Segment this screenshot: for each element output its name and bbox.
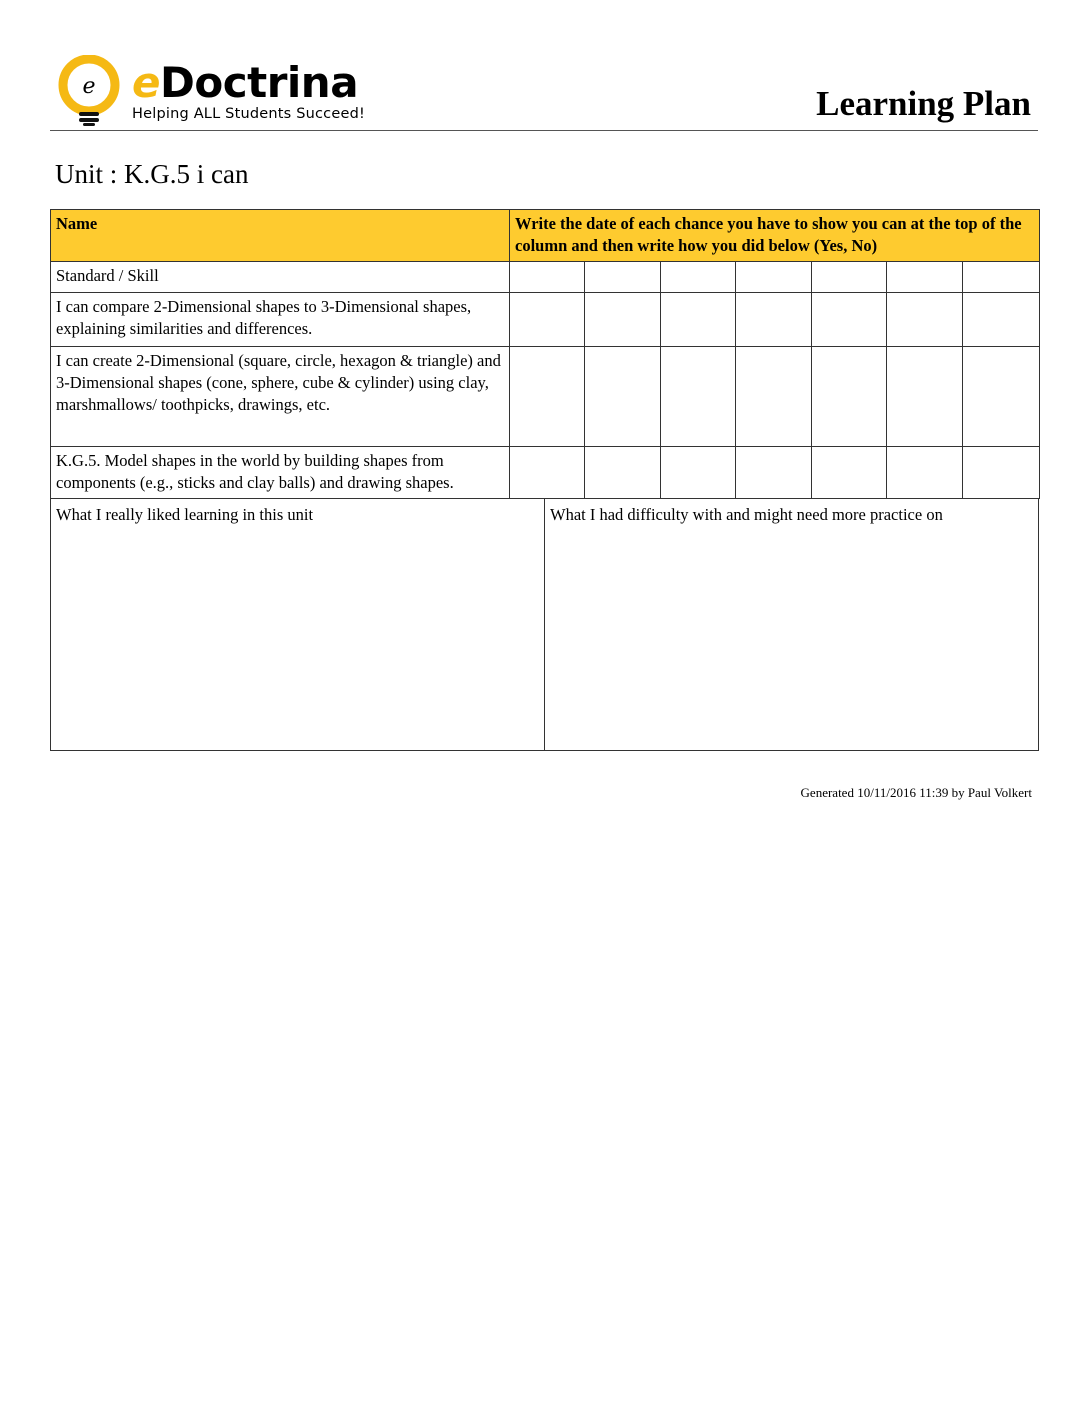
result-cell[interactable] — [510, 293, 585, 347]
skill-text: I can compare 2-Dimensional shapes to 3-Dimensional shapes, explaining similarities and differences. — [51, 293, 510, 347]
table-header-row — [51, 210, 1040, 262]
date-cell[interactable] — [585, 262, 661, 293]
result-cell[interactable] — [887, 293, 963, 347]
result-cell[interactable] — [736, 347, 812, 447]
instructions-header: Write the date of each chance you have to show you can at the top of the column and then write how you did below (Yes, No) — [510, 210, 1040, 262]
learning-plan-table — [50, 209, 1040, 499]
date-cell[interactable] — [661, 262, 736, 293]
edoctrina-logo — [54, 55, 374, 127]
liked-box[interactable] — [51, 499, 544, 750]
date-cell[interactable] — [963, 262, 1040, 293]
result-cell[interactable] — [661, 347, 736, 447]
result-cell[interactable] — [510, 447, 585, 499]
table-row — [51, 293, 1040, 347]
result-cell[interactable] — [963, 347, 1040, 447]
table-row — [51, 347, 1040, 447]
svg-text:e: e — [82, 74, 96, 99]
generated-footer: Generated 10/11/2016 11:39 by Paul Volkert — [800, 785, 1032, 800]
result-cell[interactable] — [812, 347, 887, 447]
result-cell[interactable] — [963, 447, 1040, 499]
result-cell[interactable] — [887, 447, 963, 499]
logo-wordmark: eDoctrina — [132, 58, 359, 107]
difficulty-box[interactable] — [544, 499, 1038, 750]
header-divider — [50, 130, 1038, 131]
result-cell[interactable] — [661, 447, 736, 499]
liked-label: What I really liked learning in this unit — [56, 505, 314, 524]
lightbulb-icon — [54, 55, 124, 127]
date-cell[interactable] — [812, 262, 887, 293]
result-cell[interactable] — [736, 293, 812, 347]
date-cell[interactable] — [736, 262, 812, 293]
date-cell[interactable] — [887, 262, 963, 293]
reflection-section — [50, 499, 1039, 751]
difficulty-label: What I had difficulty with and might need more practice on — [550, 505, 943, 524]
result-cell[interactable] — [736, 447, 812, 499]
result-cell[interactable] — [585, 447, 661, 499]
table-row — [51, 447, 1040, 499]
skill-header: Standard / Skill — [51, 262, 510, 293]
result-cell[interactable] — [812, 447, 887, 499]
result-cell[interactable] — [585, 293, 661, 347]
result-cell[interactable] — [661, 293, 736, 347]
result-cell[interactable] — [812, 293, 887, 347]
date-row — [51, 262, 1040, 293]
unit-title: Unit : K.G.5 i can — [55, 159, 249, 189]
logo-tagline: Helping ALL Students Succeed! — [132, 106, 366, 122]
name-header: Name — [51, 210, 510, 262]
skill-text: K.G.5. Model shapes in the world by building shapes from components (e.g., sticks and clay balls) and drawing shapes. — [51, 447, 510, 499]
result-cell[interactable] — [585, 347, 661, 447]
page-title: Learning Plan — [816, 84, 1031, 123]
result-cell[interactable] — [887, 347, 963, 447]
result-cell[interactable] — [963, 293, 1040, 347]
skill-text: I can create 2-Dimensional (square, circle, hexagon & triangle) and 3-Dimensional shapes (cone, sphere, cube & cylinder) using clay, marshmallows/ toothpicks, drawings, etc. — [51, 347, 510, 447]
result-cell[interactable] — [510, 347, 585, 447]
date-cell[interactable] — [510, 262, 585, 293]
